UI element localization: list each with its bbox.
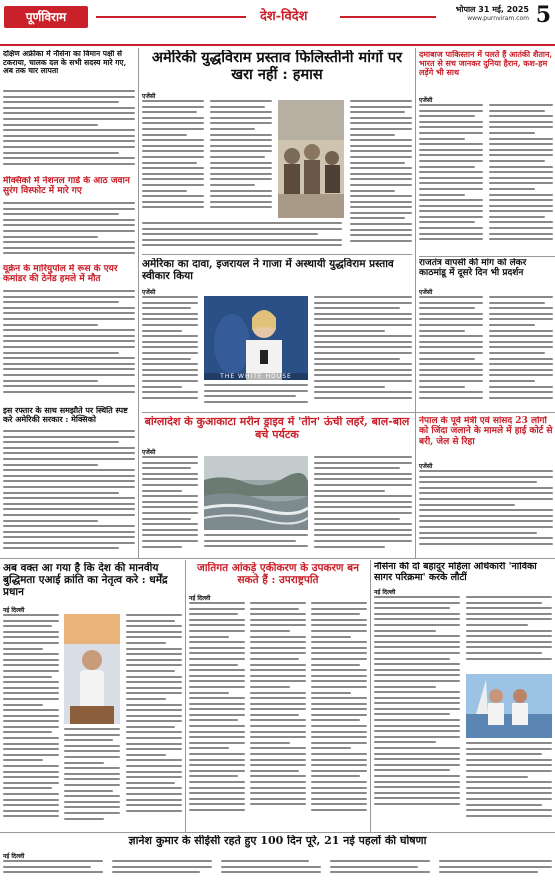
article-body [250, 602, 306, 830]
headline[interactable]: जातिगत आंकड़े एकीकरण के उपकरण बन सकते हैं : उपराष्ट्रपति [197, 562, 359, 587]
article-body [3, 430, 135, 556]
headline[interactable]: राजतंत्र वापसी की मांग को लेकर काठमांडू में दूसरे दिन भी प्रदर्शन [419, 258, 527, 279]
headline[interactable]: अब वक्त आ गया है कि देश की मानवीय बुद्धिमता एआई क्रांति का नेतृत्व करे : धर्मेंद्र प्रधान [3, 562, 168, 599]
article-body [419, 104, 483, 254]
dateline: एजेंसी [142, 449, 156, 456]
headline[interactable]: ज्ञानेश कुमार के सीईसी रहते हुए 100 दिन पूरे, 21 नई पहलों की घोषणा [128, 835, 427, 847]
dateline: नई दिल्ली [374, 589, 396, 596]
header-rule-right [340, 16, 436, 18]
article-body [126, 614, 182, 830]
newspaper-logo: पूर्णविराम [4, 6, 88, 28]
column-rule [185, 560, 186, 832]
article-body [419, 470, 553, 556]
article-body [350, 100, 412, 252]
photo-gaza-crowd-image [278, 100, 344, 218]
article-body [439, 860, 552, 882]
article-body [142, 456, 198, 556]
article-body [204, 384, 308, 410]
article-body [204, 534, 308, 556]
section-divider [0, 832, 555, 833]
article-body [330, 860, 430, 882]
article-body [3, 860, 103, 882]
article-body [374, 596, 460, 830]
dateline: एजेंसी [142, 93, 156, 100]
photo-coast-image [204, 456, 308, 530]
photo-minister [64, 614, 120, 724]
article-body [489, 104, 553, 254]
header-rule-left [96, 16, 246, 18]
headline[interactable]: अमेरिका का दावा, इजरायल ने गाजा में अस्थायी युद्धविराम प्रस्ताव स्वीकार किया [142, 258, 394, 283]
dateline: एजेंसी [142, 289, 156, 296]
dateline: एजेंसी [419, 97, 433, 104]
column-rule [370, 560, 371, 832]
article-body [3, 614, 59, 830]
headline[interactable]: दमाबाज पाकिस्तान में पलते हैं आतंकी शैतान, भारत से सच जानकर दुनिया हैरान, कश-हम लड़ेंगे भी साथ [419, 50, 553, 78]
headline[interactable]: इस रफ्तार के साथ समझौते पर स्थिति स्पष्ट करे अमेरिकी सरकार : मेक्सिको [3, 406, 128, 425]
photo-gaza-crowd [278, 100, 344, 218]
article-body [419, 296, 483, 408]
article-body [142, 296, 198, 410]
headline[interactable]: यूक्रेन के मारियुपोल में रूस के एयर कमांडर की ठेनेड हमले में मौत [3, 264, 118, 285]
section-divider [0, 558, 555, 559]
lead-headline[interactable]: अमेरिकी युद्धविराम प्रस्ताव फिलिस्तीनी मांगों पर खरा नहीं : हमास [151, 50, 403, 83]
article-body [3, 290, 135, 402]
article-body [314, 296, 412, 410]
article-body [221, 860, 321, 882]
article-body [3, 90, 135, 172]
website-url: www.purnviram.com [467, 15, 529, 22]
dateline: नई दिल्ली [3, 607, 25, 614]
photo-caption: THE WHITE HOUSE [204, 373, 308, 380]
dateline: एजेंसी [419, 463, 433, 470]
headline[interactable]: बांग्लादेश के कुआकाटा मरीन ड्राइव में 'तीन' ऊंची लहरें, बाल-बाल बचे पर्यटक [144, 416, 410, 441]
photo-white-house-briefing [204, 296, 308, 380]
article-divider [419, 256, 555, 257]
masthead [0, 0, 555, 46]
column-rule [138, 48, 139, 558]
issue-info [456, 4, 529, 22]
section-title: देश-विदेश [260, 9, 308, 24]
dateline: नई दिल्ली [189, 595, 211, 602]
headline[interactable]: नेपाल के पूर्व मंत्री एवं सांसद 23 लोगों को जिंदा जलाने के मामले में हाई कोर्ट से बरी, जेल से रिहा [419, 416, 553, 447]
column-rule [415, 48, 416, 558]
dateline: नई दिल्ली [3, 853, 25, 860]
article-body [189, 602, 245, 830]
article-divider [142, 254, 412, 255]
article-body [3, 202, 135, 260]
page-number: 5 [535, 2, 551, 28]
headline[interactable]: नौसेना की दो बहादुर महिला अधिकारी 'नाविका सागर परिक्रमा' करके लौटीं [374, 562, 537, 583]
article-body [466, 596, 552, 670]
article-body [142, 222, 342, 252]
issue-date: भोपाल 31 मई, 2025 [455, 5, 529, 14]
photo-briefing-image [204, 296, 308, 380]
article-body [210, 100, 272, 218]
article-body [64, 728, 120, 830]
article-body [142, 100, 204, 218]
photo-coastal-flooding [204, 456, 308, 530]
article-body [489, 296, 553, 408]
article-body [466, 742, 552, 830]
headline[interactable]: मेक्सिको में नेशनल गार्ड के आठ जवान सुरंग विस्फोट में मारे गए [3, 176, 130, 197]
headline[interactable]: दक्षिण अफ्रीका में नौसेना का विमान पक्षी से टकराया, चालक दल के सभी सदस्य मारे गए, अब तक चार लापता [3, 50, 127, 76]
photo-navy-image [466, 674, 552, 738]
photo-navy-officers [466, 674, 552, 738]
dateline: एजेंसी [419, 289, 433, 296]
article-body [311, 602, 367, 830]
photo-minister-image [64, 614, 120, 724]
article-body [314, 456, 412, 556]
article-body [112, 860, 212, 882]
article-divider [142, 412, 555, 413]
